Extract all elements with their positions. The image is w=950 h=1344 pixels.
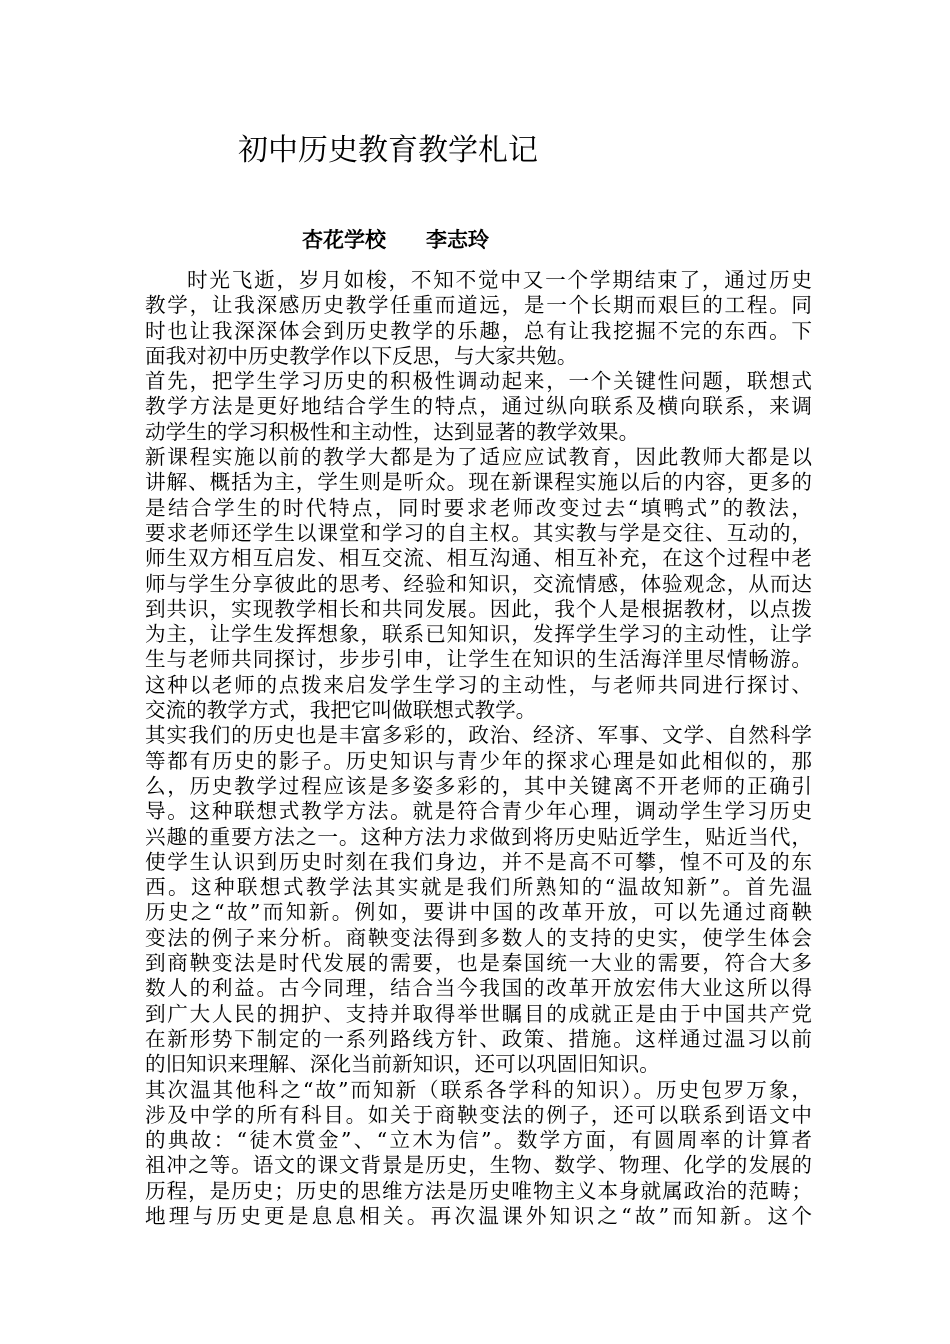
text-line: 时也让我深深体会到历史教学的乐趣，总有让我挖掘不完的东西。下 (145, 318, 812, 343)
text-line: 动学生的学习积极性和主动性，达到显著的教学效果。 (145, 419, 640, 444)
text-line: 师与学生分享彼此的思考、经验和知识，交流情感，体验观念，从而达 (145, 571, 812, 596)
text-line: 到共识，实现教学相长和共同发展。因此，我个人是根据教材，以点拨 (145, 596, 812, 621)
text-line: 首先，把学生学习历史的积极性调动起来，一个关键性问题，联想式 (145, 369, 812, 394)
school-name: 杏花学校 (302, 227, 386, 252)
text-line: 要求老师还学生以课堂和学习的自主权。其实教与学是交往、互动的， (145, 520, 812, 545)
text-line: 兴趣的重要方法之一。这种方法力求做到将历史贴近学生，贴近当代， (145, 824, 812, 849)
text-line: 到商鞅变法是时代发展的需要，也是秦国统一大业的需要，符合大多 (145, 951, 812, 976)
text-line: 这种以老师的点拨来启发学生学习的主动性，与老师共同进行探讨、 (145, 672, 812, 697)
text-line: 讲解、概括为主，学生则是听众。现在新课程实施以后的内容，更多的 (145, 470, 812, 495)
text-line: 时光飞逝，岁月如梭，不知不觉中又一个学期结束了，通过历史 (187, 268, 812, 292)
text-line: 么，历史教学过程应该是多姿多彩的，其中关键离不开老师的正确引 (145, 773, 812, 798)
text-line: 是结合学生的时代特点，同时要求老师改变过去“填鸭式”的教法， (145, 495, 812, 520)
author-name: 李志玲 (426, 227, 489, 252)
text-line: 在新形势下制定的一系列路线方针、政策、措施。这样通过温习以前 (145, 1026, 812, 1051)
text-line: 数人的利益。古今同理，结合当今我国的改革开放宏伟大业这所以得 (145, 976, 812, 1001)
byline (302, 226, 489, 254)
text-line: 的典故：“徒木赏金”、“立木为信”。数学方面，有圆周率的计算者 (145, 1128, 812, 1153)
text-line: 使学生认识到历史时刻在我们身边，并不是高不可攀，惶不可及的东 (145, 849, 812, 874)
text-line: 为主，让学生发挥想象，联系已知知识，发挥学生学习的主动性，让学 (145, 622, 812, 647)
text-line: 师生双方相互启发、相互交流、相互沟通、相互补充，在这个过程中老 (145, 546, 812, 571)
text-line: 交流的教学方式，我把它叫做联想式教学。 (145, 698, 537, 723)
text-line: 祖冲之等。语文的课文背景是历史，生物、数学、物理、化学的发展的 (145, 1153, 812, 1178)
text-line: 地理与历史更是息息相关。再次温课外知识之“故”而知新。这个 (145, 1203, 812, 1228)
text-line: 导。这种联想式教学方法。就是符合青少年心理，调动学生学习历史 (145, 799, 812, 824)
document-title: 初中历史教育教学札记 (238, 133, 538, 168)
text-line: 等都有历史的影子。历史知识与青少年的探求心理是如此相似的，那 (145, 748, 812, 773)
text-line: 其次温其他科之“故”而知新（联系各学科的知识）。历史包罗万象， (145, 1077, 812, 1102)
text-line: 西。这种联想式教学法其实就是我们所熟知的“温故知新”。首先温 (145, 875, 812, 900)
text-line: 其实我们的历史也是丰富多彩的，政治、经济、军事、文学、自然科学 (145, 723, 812, 748)
text-line: 涉及中学的所有科目。如关于商鞅变法的例子，还可以联系到语文中 (145, 1102, 812, 1127)
text-line: 的旧知识来理解、深化当前新知识，还可以巩固旧知识。 (145, 1052, 660, 1077)
text-line: 新课程实施以前的教学大都是为了适应应试教育，因此教师大都是以 (145, 445, 812, 470)
text-line: 生与老师共同探讨，步步引申，让学生在知识的生活海洋里尽情畅游。 (145, 647, 812, 672)
text-line: 教学方法是更好地结合学生的特点，通过纵向联系及横向联系，来调 (145, 394, 812, 419)
text-line: 历程，是历史；历史的思维方法是历史唯物主义本身就属政治的范畴； (145, 1178, 812, 1203)
text-line: 教学，让我深感历史教学任重而道远，是一个长期而艰巨的工程。同 (145, 293, 812, 318)
text-line: 变法的例子来分析。商鞅变法得到多数人的支持的史实，使学生体会 (145, 925, 812, 950)
text-line: 到广大人民的拥护、支持并取得举世瞩目的成就正是由于中国共产党 (145, 1001, 812, 1026)
text-line: 面我对初中历史教学作以下反思，与大家共勉。 (145, 343, 578, 368)
text-line: 历史之“故”而知新。例如，要讲中国的改革开放，可以先通过商鞅 (145, 900, 812, 925)
body-text (145, 268, 812, 1229)
